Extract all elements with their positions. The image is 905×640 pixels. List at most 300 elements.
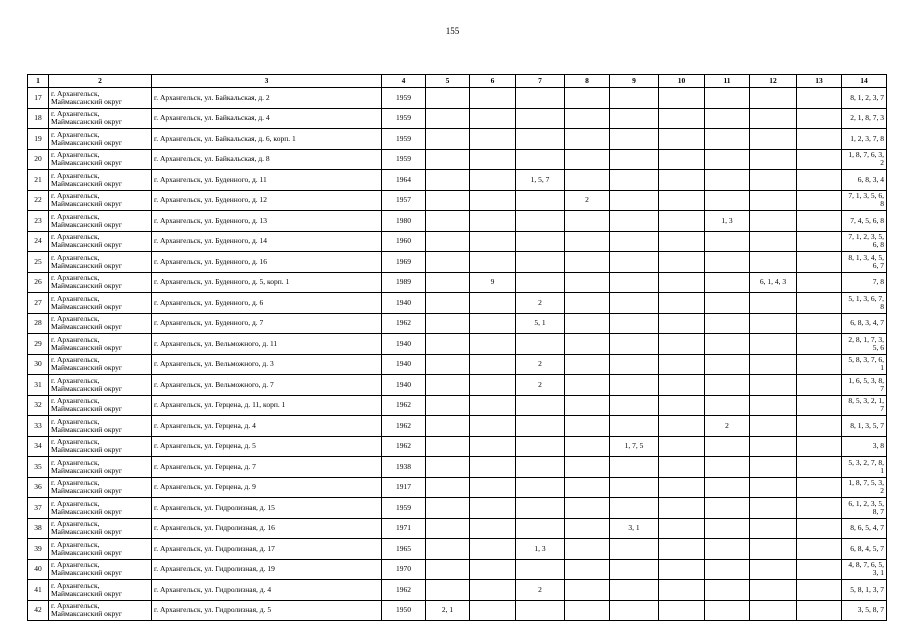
- cell-col-6: [470, 477, 516, 498]
- cell-col-10: [659, 498, 705, 519]
- cell-col-11: [705, 334, 750, 355]
- cell-col-10: [659, 600, 705, 621]
- cell-col-6: [470, 293, 516, 314]
- table-body: [28, 88, 887, 621]
- cell-col-9: [610, 313, 659, 334]
- cell-col-12: [750, 129, 797, 150]
- cell-col-10: [659, 272, 705, 293]
- cell-col-13: [797, 313, 842, 334]
- cell-col-10: [659, 149, 705, 170]
- cell-col-8: [565, 600, 610, 621]
- cell-col-3: г. Архангельск, ул. Гидролизная, д. 15: [152, 498, 382, 519]
- cell-col-11: [705, 293, 750, 314]
- cell-col-14: 1, 8, 7, 5, 3, 2: [842, 477, 887, 498]
- cell-col-4: 1940: [382, 354, 426, 375]
- cell-col-7: 2: [516, 375, 565, 396]
- cell-col-6: [470, 334, 516, 355]
- cell-col-7: [516, 436, 565, 457]
- cell-col-4: 1940: [382, 375, 426, 396]
- cell-col-2: г. Архангельск, Маймаксанский округ: [49, 252, 152, 273]
- column-header-4: 4: [382, 75, 426, 88]
- cell-col-4: 1971: [382, 518, 426, 539]
- cell-col-1: 25: [28, 252, 49, 273]
- cell-col-9: [610, 293, 659, 314]
- cell-col-2: г. Архангельск, Маймаксанский округ: [49, 272, 152, 293]
- cell-col-13: [797, 375, 842, 396]
- cell-col-5: [426, 129, 470, 150]
- cell-col-6: [470, 416, 516, 437]
- cell-col-7: 2: [516, 354, 565, 375]
- cell-col-11: [705, 436, 750, 457]
- cell-col-4: 1962: [382, 416, 426, 437]
- cell-col-2: г. Архангельск, Маймаксанский округ: [49, 88, 152, 109]
- cell-col-1: 22: [28, 190, 49, 211]
- cell-col-8: [565, 272, 610, 293]
- cell-col-3: г. Архангельск, ул. Гидролизная, д. 16: [152, 518, 382, 539]
- cell-col-5: [426, 354, 470, 375]
- cell-col-5: [426, 252, 470, 273]
- cell-col-6: [470, 580, 516, 601]
- table-row: [28, 334, 887, 355]
- cell-col-13: [797, 559, 842, 580]
- cell-col-11: 2: [705, 416, 750, 437]
- cell-col-1: 23: [28, 211, 49, 232]
- cell-col-5: [426, 272, 470, 293]
- cell-col-12: [750, 252, 797, 273]
- cell-col-2: г. Архангельск, Маймаксанский округ: [49, 231, 152, 252]
- cell-col-2: г. Архангельск, Маймаксанский округ: [49, 436, 152, 457]
- cell-col-9: [610, 457, 659, 478]
- cell-col-4: 1959: [382, 88, 426, 109]
- cell-col-1: 30: [28, 354, 49, 375]
- cell-col-11: [705, 477, 750, 498]
- cell-col-9: [610, 334, 659, 355]
- cell-col-3: г. Архангельск, ул. Вельможного, д. 11: [152, 334, 382, 355]
- cell-col-4: 1959: [382, 108, 426, 129]
- cell-col-12: [750, 313, 797, 334]
- cell-col-13: [797, 88, 842, 109]
- cell-col-8: [565, 313, 610, 334]
- cell-col-11: [705, 88, 750, 109]
- column-header-2: 2: [49, 75, 152, 88]
- cell-col-10: [659, 211, 705, 232]
- cell-col-13: [797, 108, 842, 129]
- cell-col-6: [470, 354, 516, 375]
- cell-col-9: 3, 1: [610, 518, 659, 539]
- table-row: [28, 149, 887, 170]
- cell-col-10: [659, 518, 705, 539]
- cell-col-14: 7, 4, 5, 6, 8: [842, 211, 887, 232]
- cell-col-4: 1940: [382, 334, 426, 355]
- cell-col-11: [705, 395, 750, 416]
- cell-col-9: [610, 88, 659, 109]
- cell-col-9: [610, 231, 659, 252]
- cell-col-7: [516, 272, 565, 293]
- cell-col-2: г. Архангельск, Маймаксанский округ: [49, 313, 152, 334]
- table-row: [28, 231, 887, 252]
- cell-col-14: 1, 6, 5, 3, 8, 7: [842, 375, 887, 396]
- cell-col-14: 6, 8, 3, 4, 7: [842, 313, 887, 334]
- cell-col-10: [659, 334, 705, 355]
- cell-col-3: г. Архангельск, ул. Гидролизная, д. 19: [152, 559, 382, 580]
- cell-col-11: [705, 313, 750, 334]
- cell-col-3: г. Архангельск, ул. Буденного, д. 14: [152, 231, 382, 252]
- cell-col-8: [565, 580, 610, 601]
- cell-col-7: [516, 334, 565, 355]
- table-row: [28, 539, 887, 560]
- cell-col-6: [470, 375, 516, 396]
- cell-col-1: 38: [28, 518, 49, 539]
- cell-col-14: 1, 8, 7, 6, 3, 2: [842, 149, 887, 170]
- cell-col-12: [750, 477, 797, 498]
- cell-col-4: 1957: [382, 190, 426, 211]
- cell-col-10: [659, 395, 705, 416]
- cell-col-8: [565, 518, 610, 539]
- cell-col-4: 1962: [382, 313, 426, 334]
- cell-col-8: [565, 88, 610, 109]
- cell-col-14: 1, 2, 3, 7, 8: [842, 129, 887, 150]
- column-header-5: 5: [426, 75, 470, 88]
- cell-col-10: [659, 170, 705, 191]
- table-row: [28, 108, 887, 129]
- table-row: [28, 498, 887, 519]
- cell-col-10: [659, 88, 705, 109]
- cell-col-6: [470, 88, 516, 109]
- cell-col-7: [516, 149, 565, 170]
- cell-col-2: г. Архангельск, Маймаксанский округ: [49, 600, 152, 621]
- cell-col-3: г. Архангельск, ул. Буденного, д. 7: [152, 313, 382, 334]
- cell-col-12: 6, 1, 4, 3: [750, 272, 797, 293]
- cell-col-9: [610, 252, 659, 273]
- cell-col-7: 2: [516, 580, 565, 601]
- column-header-6: 6: [470, 75, 516, 88]
- cell-col-3: г. Архангельск, ул. Вельможного, д. 3: [152, 354, 382, 375]
- cell-col-3: г. Архангельск, ул. Буденного, д. 11: [152, 170, 382, 191]
- column-header-9: 9: [610, 75, 659, 88]
- cell-col-12: [750, 375, 797, 396]
- column-header-1: 1: [28, 75, 49, 88]
- cell-col-7: [516, 108, 565, 129]
- cell-col-9: [610, 395, 659, 416]
- cell-col-3: г. Архангельск, ул. Буденного, д. 12: [152, 190, 382, 211]
- cell-col-8: [565, 559, 610, 580]
- cell-col-3: г. Архангельск, ул. Гидролизная, д. 4: [152, 580, 382, 601]
- cell-col-8: [565, 334, 610, 355]
- cell-col-6: [470, 231, 516, 252]
- column-header-8: 8: [565, 75, 610, 88]
- cell-col-1: 28: [28, 313, 49, 334]
- cell-col-2: г. Архангельск, Маймаксанский округ: [49, 559, 152, 580]
- cell-col-11: [705, 600, 750, 621]
- cell-col-8: [565, 293, 610, 314]
- table-row: [28, 436, 887, 457]
- table-row: [28, 600, 887, 621]
- page-number: 155: [445, 26, 460, 36]
- cell-col-13: [797, 252, 842, 273]
- cell-col-8: [565, 375, 610, 396]
- cell-col-11: [705, 559, 750, 580]
- cell-col-10: [659, 436, 705, 457]
- cell-col-1: 37: [28, 498, 49, 519]
- cell-col-12: [750, 170, 797, 191]
- cell-col-2: г. Архангельск, Маймаксанский округ: [49, 190, 152, 211]
- cell-col-12: [750, 457, 797, 478]
- cell-col-8: [565, 149, 610, 170]
- table-row: [28, 272, 887, 293]
- cell-col-6: [470, 108, 516, 129]
- cell-col-5: [426, 149, 470, 170]
- cell-col-10: [659, 580, 705, 601]
- table-row: [28, 190, 887, 211]
- cell-col-2: г. Архангельск, Маймаксанский округ: [49, 395, 152, 416]
- cell-col-9: [610, 129, 659, 150]
- cell-col-10: [659, 293, 705, 314]
- cell-col-13: [797, 170, 842, 191]
- cell-col-10: [659, 190, 705, 211]
- cell-col-7: [516, 477, 565, 498]
- cell-col-8: [565, 416, 610, 437]
- cell-col-11: 1, 3: [705, 211, 750, 232]
- cell-col-7: [516, 559, 565, 580]
- cell-col-13: [797, 580, 842, 601]
- cell-col-11: [705, 252, 750, 273]
- cell-col-5: [426, 334, 470, 355]
- cell-col-6: [470, 313, 516, 334]
- table-row: [28, 559, 887, 580]
- cell-col-3: г. Архангельск, ул. Буденного, д. 13: [152, 211, 382, 232]
- cell-col-9: [610, 170, 659, 191]
- cell-col-1: 26: [28, 272, 49, 293]
- cell-col-3: г. Архангельск, ул. Байкальская, д. 6, корп. 1: [152, 129, 382, 150]
- cell-col-11: [705, 149, 750, 170]
- cell-col-12: [750, 518, 797, 539]
- table-row: [28, 457, 887, 478]
- cell-col-2: г. Архангельск, Маймаксанский округ: [49, 108, 152, 129]
- cell-col-7: [516, 88, 565, 109]
- column-header-12: 12: [750, 75, 797, 88]
- cell-col-10: [659, 477, 705, 498]
- cell-col-12: [750, 580, 797, 601]
- cell-col-4: 1962: [382, 436, 426, 457]
- cell-col-12: [750, 498, 797, 519]
- cell-col-13: [797, 129, 842, 150]
- column-header-10: 10: [659, 75, 705, 88]
- cell-col-9: [610, 375, 659, 396]
- cell-col-14: 4, 8, 7, 6, 5, 3, 1: [842, 559, 887, 580]
- cell-col-5: [426, 211, 470, 232]
- cell-col-12: [750, 190, 797, 211]
- cell-col-6: [470, 211, 516, 232]
- cell-col-2: г. Архангельск, Маймаксанский округ: [49, 518, 152, 539]
- housing-table: [27, 74, 887, 621]
- cell-col-8: [565, 477, 610, 498]
- cell-col-9: [610, 149, 659, 170]
- cell-col-6: [470, 252, 516, 273]
- cell-col-4: 1964: [382, 170, 426, 191]
- cell-col-2: г. Архангельск, Маймаксанский округ: [49, 170, 152, 191]
- cell-col-10: [659, 354, 705, 375]
- cell-col-13: [797, 477, 842, 498]
- cell-col-14: 5, 8, 1, 3, 7: [842, 580, 887, 601]
- column-header-13: 13: [797, 75, 842, 88]
- cell-col-11: [705, 457, 750, 478]
- cell-col-12: [750, 231, 797, 252]
- cell-col-2: г. Архангельск, Маймаксанский округ: [49, 498, 152, 519]
- cell-col-14: 8, 1, 3, 4, 5, 6, 7: [842, 252, 887, 273]
- cell-col-13: [797, 539, 842, 560]
- cell-col-9: [610, 190, 659, 211]
- cell-col-12: [750, 600, 797, 621]
- cell-col-7: 2: [516, 293, 565, 314]
- cell-col-9: [610, 354, 659, 375]
- cell-col-7: [516, 518, 565, 539]
- table-row: [28, 580, 887, 601]
- cell-col-8: [565, 252, 610, 273]
- cell-col-4: 1965: [382, 539, 426, 560]
- cell-col-13: [797, 272, 842, 293]
- cell-col-3: г. Архангельск, ул. Герцена, д. 9: [152, 477, 382, 498]
- cell-col-13: [797, 211, 842, 232]
- cell-col-9: [610, 108, 659, 129]
- cell-col-5: [426, 518, 470, 539]
- cell-col-3: г. Архангельск, ул. Байкальская, д. 2: [152, 88, 382, 109]
- cell-col-9: [610, 416, 659, 437]
- cell-col-7: [516, 252, 565, 273]
- cell-col-5: [426, 375, 470, 396]
- cell-col-9: [610, 539, 659, 560]
- cell-col-3: г. Архангельск, ул. Буденного, д. 5, корп. 1: [152, 272, 382, 293]
- cell-col-12: [750, 395, 797, 416]
- cell-col-10: [659, 129, 705, 150]
- cell-col-8: [565, 395, 610, 416]
- column-header-14: 14: [842, 75, 887, 88]
- cell-col-1: 18: [28, 108, 49, 129]
- cell-col-14: 6, 1, 2, 3, 5, 8, 7: [842, 498, 887, 519]
- cell-col-8: [565, 211, 610, 232]
- cell-col-14: 2, 8, 1, 7, 3, 5, 6: [842, 334, 887, 355]
- table-row: [28, 129, 887, 150]
- cell-col-7: [516, 190, 565, 211]
- cell-col-4: 1960: [382, 231, 426, 252]
- cell-col-11: [705, 190, 750, 211]
- cell-col-14: 3, 8: [842, 436, 887, 457]
- cell-col-8: [565, 498, 610, 519]
- cell-col-1: 24: [28, 231, 49, 252]
- cell-col-4: 1969: [382, 252, 426, 273]
- cell-col-3: г. Архангельск, ул. Герцена, д. 4: [152, 416, 382, 437]
- cell-col-14: 8, 1, 3, 5, 7: [842, 416, 887, 437]
- cell-col-6: 9: [470, 272, 516, 293]
- cell-col-1: 27: [28, 293, 49, 314]
- cell-col-6: [470, 600, 516, 621]
- table-row: [28, 477, 887, 498]
- cell-col-1: 19: [28, 129, 49, 150]
- cell-col-14: 3, 5, 8, 7: [842, 600, 887, 621]
- cell-col-4: 1962: [382, 580, 426, 601]
- table-row: [28, 211, 887, 232]
- cell-col-4: 1970: [382, 559, 426, 580]
- cell-col-1: 36: [28, 477, 49, 498]
- cell-col-10: [659, 416, 705, 437]
- cell-col-5: [426, 457, 470, 478]
- cell-col-2: г. Архангельск, Маймаксанский округ: [49, 211, 152, 232]
- table-row: [28, 354, 887, 375]
- cell-col-1: 35: [28, 457, 49, 478]
- cell-col-6: [470, 559, 516, 580]
- cell-col-1: 39: [28, 539, 49, 560]
- cell-col-1: 31: [28, 375, 49, 396]
- cell-col-8: [565, 129, 610, 150]
- cell-col-2: г. Архангельск, Маймаксанский округ: [49, 129, 152, 150]
- cell-col-7: 5, 1: [516, 313, 565, 334]
- cell-col-4: 1940: [382, 293, 426, 314]
- cell-col-8: [565, 539, 610, 560]
- cell-col-6: [470, 190, 516, 211]
- cell-col-6: [470, 436, 516, 457]
- cell-col-6: [470, 539, 516, 560]
- cell-col-4: 1959: [382, 149, 426, 170]
- cell-col-12: [750, 149, 797, 170]
- cell-col-13: [797, 231, 842, 252]
- cell-col-5: [426, 88, 470, 109]
- cell-col-11: [705, 129, 750, 150]
- table-header-row: [28, 75, 887, 88]
- cell-col-5: [426, 313, 470, 334]
- cell-col-5: [426, 498, 470, 519]
- cell-col-3: г. Архангельск, ул. Гидролизная, д. 5: [152, 600, 382, 621]
- cell-col-2: г. Архангельск, Маймаксанский округ: [49, 293, 152, 314]
- cell-col-3: г. Архангельск, ул. Герцена, д. 11, корп. 1: [152, 395, 382, 416]
- cell-col-7: 1, 5, 7: [516, 170, 565, 191]
- cell-col-1: 21: [28, 170, 49, 191]
- cell-col-13: [797, 600, 842, 621]
- cell-col-7: [516, 395, 565, 416]
- table-row: [28, 395, 887, 416]
- cell-col-2: г. Архангельск, Маймаксанский округ: [49, 539, 152, 560]
- cell-col-4: 1938: [382, 457, 426, 478]
- cell-col-5: [426, 539, 470, 560]
- cell-col-11: [705, 375, 750, 396]
- cell-col-12: [750, 211, 797, 232]
- cell-col-4: 1959: [382, 129, 426, 150]
- cell-col-5: [426, 580, 470, 601]
- cell-col-1: 41: [28, 580, 49, 601]
- cell-col-14: 6, 8, 3, 4: [842, 170, 887, 191]
- cell-col-14: 7, 1, 2, 3, 5, 6, 8: [842, 231, 887, 252]
- cell-col-11: [705, 108, 750, 129]
- column-header-3: 3: [152, 75, 382, 88]
- cell-col-10: [659, 559, 705, 580]
- cell-col-1: 32: [28, 395, 49, 416]
- cell-col-11: [705, 518, 750, 539]
- cell-col-9: [610, 211, 659, 232]
- cell-col-3: г. Архангельск, ул. Вельможного, д. 7: [152, 375, 382, 396]
- cell-col-2: г. Архангельск, Маймаксанский округ: [49, 416, 152, 437]
- cell-col-14: 8, 1, 2, 3, 7: [842, 88, 887, 109]
- cell-col-5: 2, 1: [426, 600, 470, 621]
- cell-col-6: [470, 129, 516, 150]
- cell-col-14: 7, 8: [842, 272, 887, 293]
- cell-col-7: [516, 457, 565, 478]
- cell-col-9: [610, 477, 659, 498]
- cell-col-12: [750, 416, 797, 437]
- cell-col-10: [659, 252, 705, 273]
- cell-col-12: [750, 354, 797, 375]
- cell-col-10: [659, 313, 705, 334]
- cell-col-11: [705, 272, 750, 293]
- cell-col-5: [426, 108, 470, 129]
- cell-col-5: [426, 231, 470, 252]
